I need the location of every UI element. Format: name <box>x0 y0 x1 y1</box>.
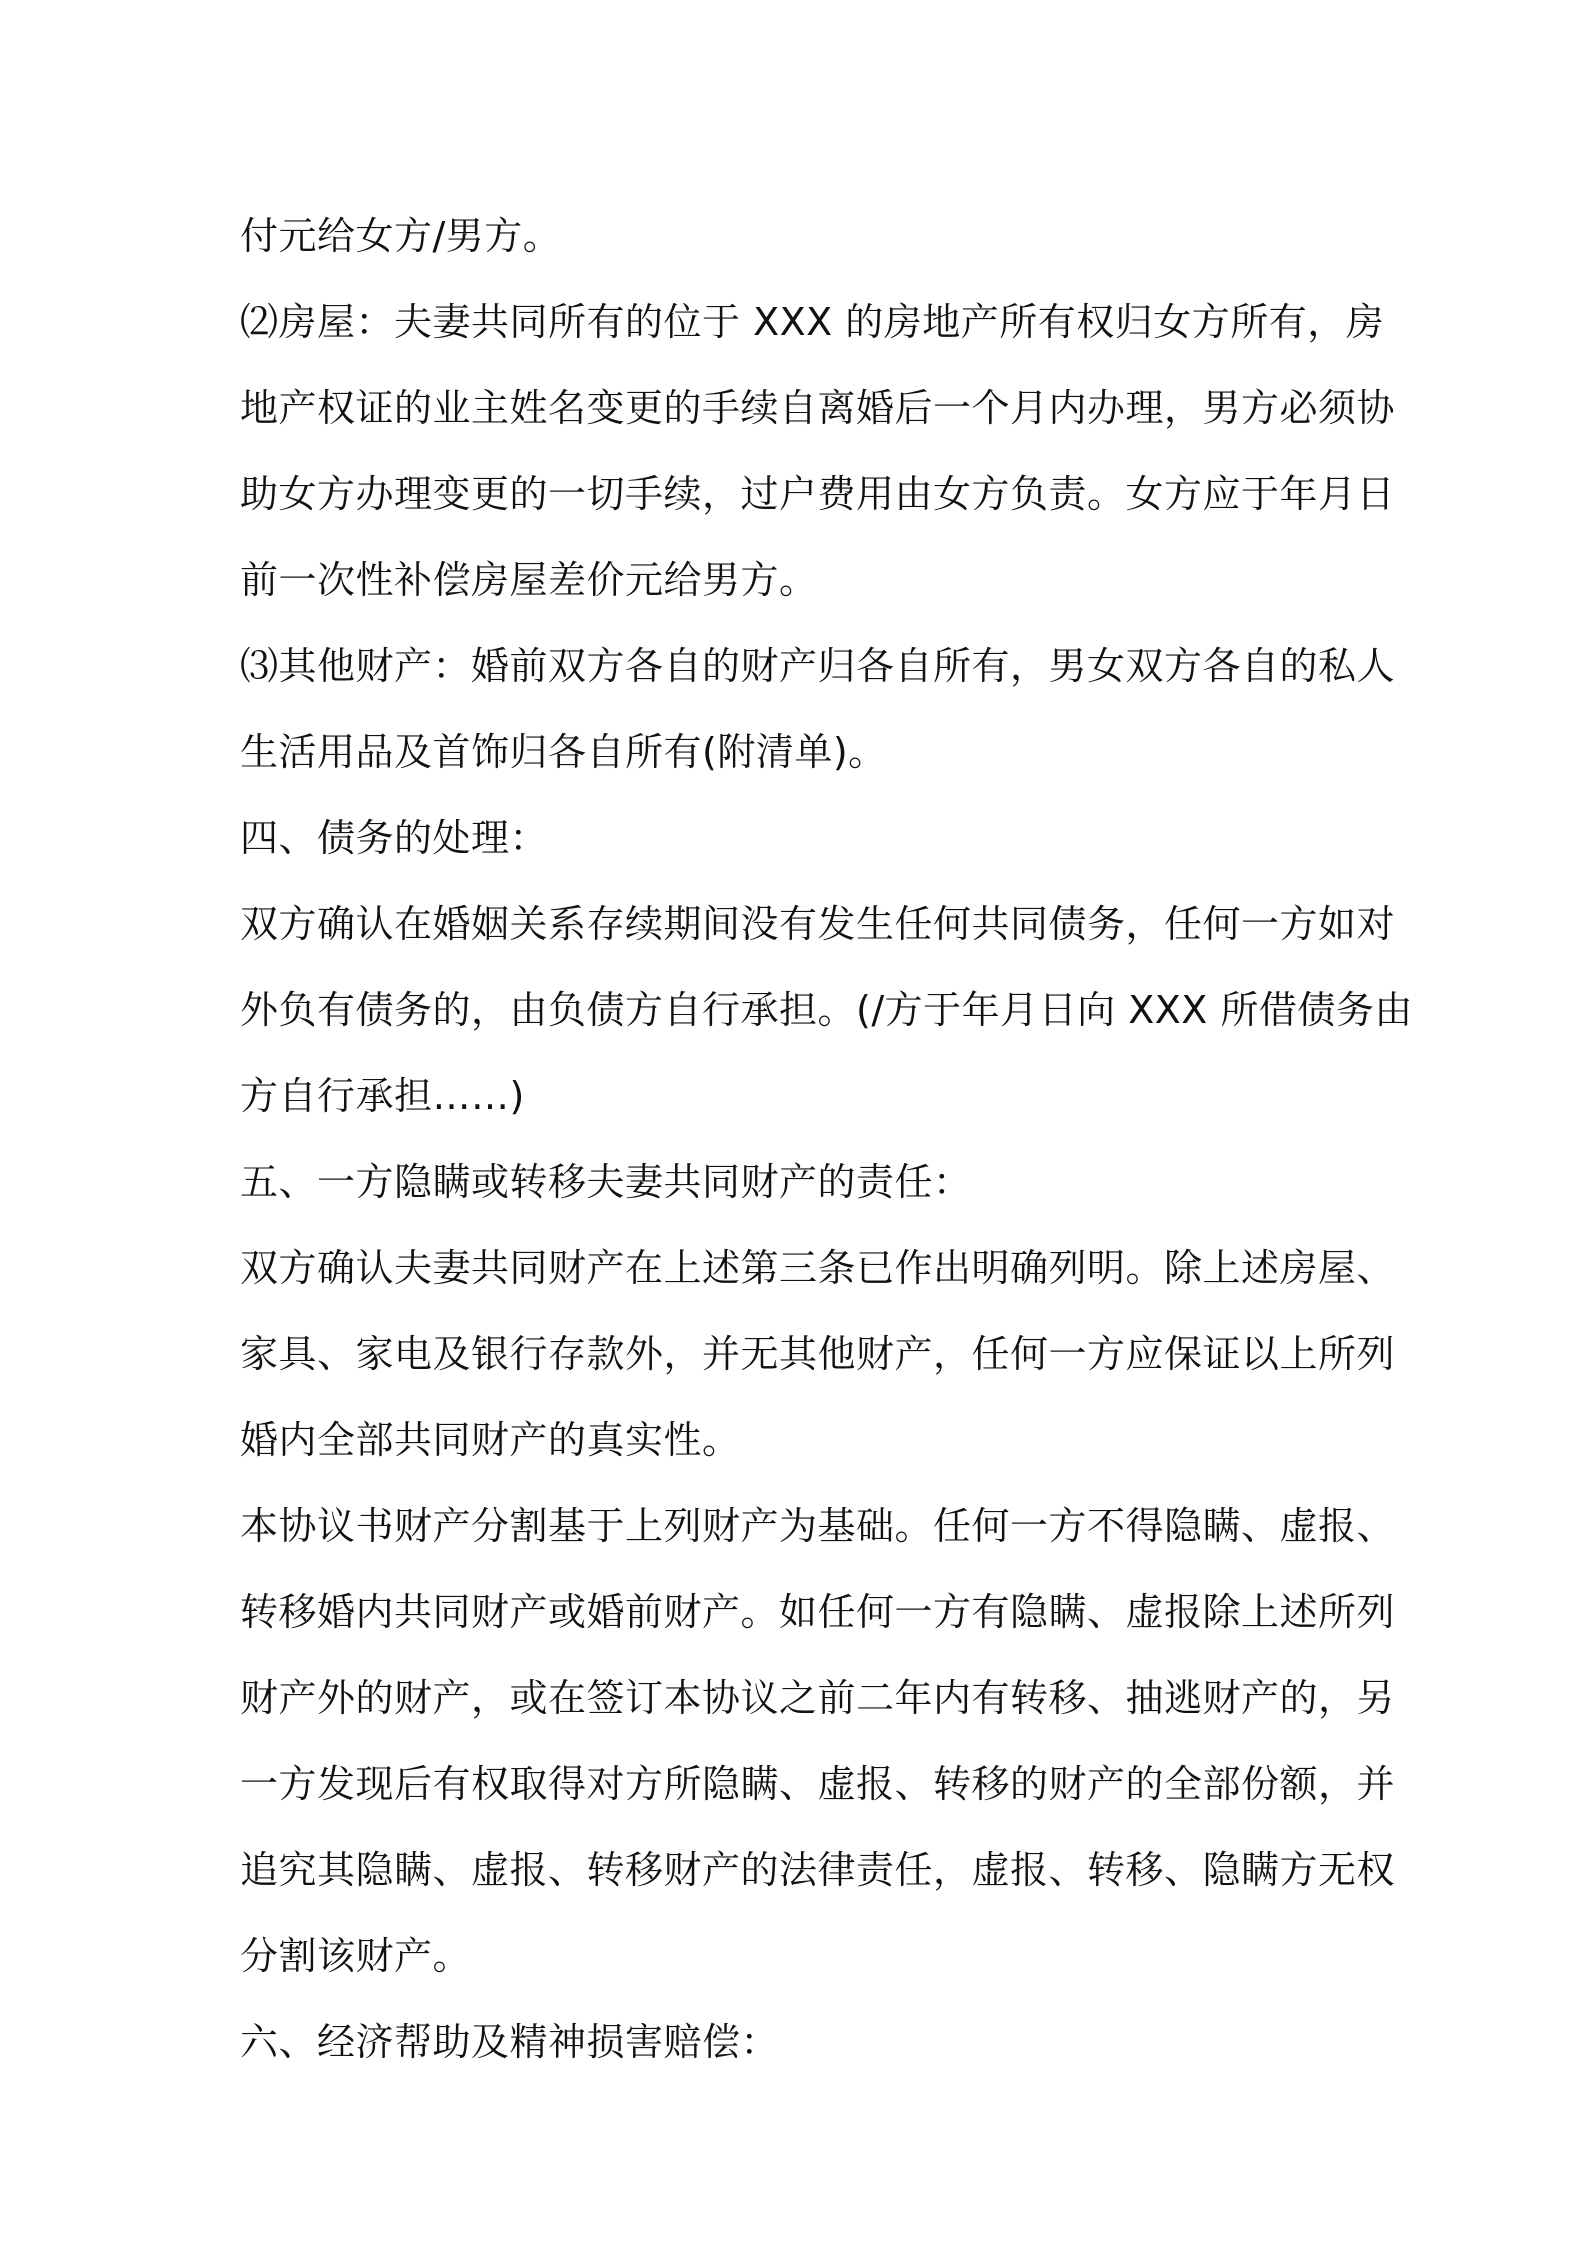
text-line: 双方确认在婚姻关系存续期间没有发生任何共同债务，任何一方如对 <box>240 902 1396 946</box>
text-line: 一方发现后有权取得对方所隐瞒、虚报、转移的财产的全部份额，并 <box>240 1762 1396 1806</box>
text-line: 婚内全部共同财产的真实性。 <box>240 1418 741 1462</box>
text-line: 生活用品及首饰归各自所有(附清单)。 <box>240 730 887 774</box>
text-line: 家具、家电及银行存款外，并无其他财产，任何一方应保证以上所列 <box>240 1332 1396 1376</box>
text-line: 双方确认夫妻共同财产在上述第三条已作出明确列明。除上述房屋、 <box>240 1246 1396 1290</box>
text-line: 助女方办理变更的一切手续，过户费用由女方负责。女方应于年月日 <box>240 472 1396 516</box>
text-line: 方自行承担……) <box>240 1074 525 1118</box>
text-line: 地产权证的业主姓名变更的手续自离婚后一个月内办理，男方必须协 <box>240 386 1396 430</box>
text-line: ⑵房屋：夫妻共同所有的位于 XXX 的房地产所有权归女方所有，房 <box>240 300 1385 344</box>
text-line: 追究其隐瞒、虚报、转移财产的法律责任，虚报、转移、隐瞒方无权 <box>240 1848 1396 1892</box>
text-line: 付元给女方/男方。 <box>240 214 562 258</box>
section-heading: 五、一方隐瞒或转移夫妻共同财产的责任： <box>240 1160 972 1204</box>
text-line: ⑶其他财产：婚前双方各自的财产归各自所有，男女双方各自的私人 <box>240 644 1396 688</box>
text-line: 外负有债务的，由负债方自行承担。(/方于年月日向 XXX 所借债务由 <box>240 988 1413 1032</box>
section-heading: 六、经济帮助及精神损害赔偿： <box>240 2020 780 2064</box>
text-line: 分割该财产。 <box>240 1934 472 1978</box>
text-line: 财产外的财产，或在签订本协议之前二年内有转移、抽逃财产的，另 <box>240 1676 1396 1720</box>
text-line: 本协议书财产分割基于上列财产为基础。任何一方不得隐瞒、虚报、 <box>240 1504 1396 1548</box>
document-body <box>240 193 1413 2085</box>
section-heading: 四、债务的处理： <box>240 816 549 860</box>
text-line: 前一次性补偿房屋差价元给男方。 <box>240 558 818 602</box>
text-line: 转移婚内共同财产或婚前财产。如任何一方有隐瞒、虚报除上述所列 <box>240 1590 1396 1634</box>
